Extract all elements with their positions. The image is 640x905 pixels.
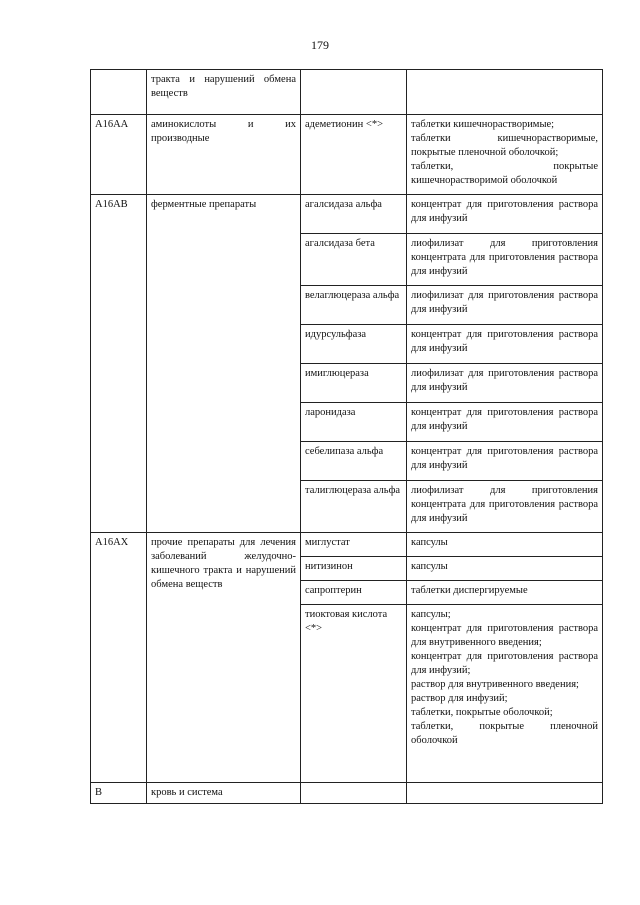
table-row	[91, 533, 603, 557]
dosage-form-line: концентрат для приготовления раствора для внутривенного введения;	[411, 622, 598, 648]
drug-name-cell: агалсидаза альфа	[301, 195, 407, 234]
dosage-form-line: таблетки, покрытые кишечнорастворимой оболочкой	[411, 160, 598, 186]
dosage-form-cell	[407, 325, 603, 364]
dosage-form-line: таблетки, покрытые оболочкой;	[411, 706, 553, 718]
dosage-form-cell	[407, 234, 603, 286]
medication-table	[90, 69, 603, 804]
dosage-form-line: таблетки кишечнорастворимые, покрытые пленочной оболочкой;	[411, 132, 598, 158]
dosage-form-cell	[407, 195, 603, 234]
dosage-form-line: концентрат для приготовления раствора для инфузий;	[411, 650, 598, 676]
dosage-form-line: капсулы;	[411, 609, 451, 620]
drug-name-cell: идурсульфаза	[301, 325, 407, 364]
group-name-cell: аминокислоты и их производные	[147, 115, 301, 195]
dosage-form-cell	[407, 605, 603, 783]
page-number: 179	[311, 38, 329, 52]
dosage-form-cell	[407, 70, 603, 115]
drug-name-cell: тиоктовая кислота <*>	[301, 605, 407, 783]
atc-code-cell: A16AX	[91, 533, 147, 783]
drug-name-cell: талиглюцераза альфа	[301, 481, 407, 533]
dosage-form-cell	[407, 115, 603, 195]
drug-name-cell: адеметионин <*>	[301, 115, 407, 195]
table-row	[91, 195, 603, 234]
dosage-form-cell	[407, 442, 603, 481]
drug-name-cell: агалсидаза бета	[301, 234, 407, 286]
dosage-form-cell	[407, 286, 603, 325]
dosage-form-line: лиофилизат для приготовления раствора для инфузий	[411, 368, 598, 393]
dosage-form-line: таблетки кишечнорастворимые;	[411, 119, 555, 130]
atc-code-cell	[91, 70, 147, 115]
dosage-form-cell	[407, 403, 603, 442]
drug-name-cell: ларонидаза	[301, 403, 407, 442]
dosage-form-cell	[407, 533, 603, 557]
drug-name-cell: миглустат	[301, 533, 407, 557]
drug-name-cell: имиглюцераза	[301, 364, 407, 403]
dosage-form-line: концентрат для приготовления раствора для инфузий	[411, 329, 598, 354]
dosage-form-line: концентрат для приготовления раствора для инфузий	[411, 407, 598, 432]
atc-code-cell: A16AB	[91, 195, 147, 533]
dosage-form-line: концентрат для приготовления раствора для инфузий	[411, 199, 598, 224]
atc-code-cell: A16AA	[91, 115, 147, 195]
table-row	[91, 70, 603, 115]
drug-name-cell	[301, 783, 407, 804]
dosage-form-cell	[407, 364, 603, 403]
drug-name-cell: сапроптерин	[301, 581, 407, 605]
dosage-form-line: капсулы	[411, 537, 448, 548]
dosage-form-cell	[407, 481, 603, 533]
dosage-form-line: лиофилизат для приготовления концентрата для приготовления раствора для инфузий	[411, 238, 598, 277]
drug-name-cell: велаглюцераза альфа	[301, 286, 407, 325]
dosage-form-line: таблетки, покрытые пленочной оболочкой	[411, 720, 598, 746]
atc-code-cell: B	[91, 783, 147, 804]
table-row	[91, 783, 603, 804]
dosage-form-line: лиофилизат для приготовления раствора для инфузий	[411, 290, 598, 315]
dosage-form-cell	[407, 783, 603, 804]
drug-name-cell: себелипаза альфа	[301, 442, 407, 481]
dosage-form-line: таблетки диспергируемые	[411, 585, 528, 596]
dosage-form-line: лиофилизат для приготовления концентрата для приготовления раствора для инфузий	[411, 485, 598, 524]
dosage-form-cell	[407, 557, 603, 581]
drug-name-cell: нитизинон	[301, 557, 407, 581]
group-name-cell: тракта и нарушений обмена веществ	[147, 70, 301, 115]
drug-name-cell	[301, 70, 407, 115]
dosage-form-line: раствор для инфузий;	[411, 692, 508, 704]
dosage-form-cell	[407, 581, 603, 605]
dosage-form-line: концентрат для приготовления раствора для инфузий	[411, 446, 598, 471]
group-name-cell: прочие препараты для лечения заболеваний желудочно-кишечного тракта и нарушений обмена веществ	[147, 533, 301, 783]
dosage-form-line: капсулы	[411, 561, 448, 572]
group-name-cell: кровь и система	[147, 783, 301, 804]
dosage-form-line: раствор для внутривенного введения;	[411, 678, 579, 690]
group-name-cell: ферментные препараты	[147, 195, 301, 533]
table-row	[91, 115, 603, 195]
